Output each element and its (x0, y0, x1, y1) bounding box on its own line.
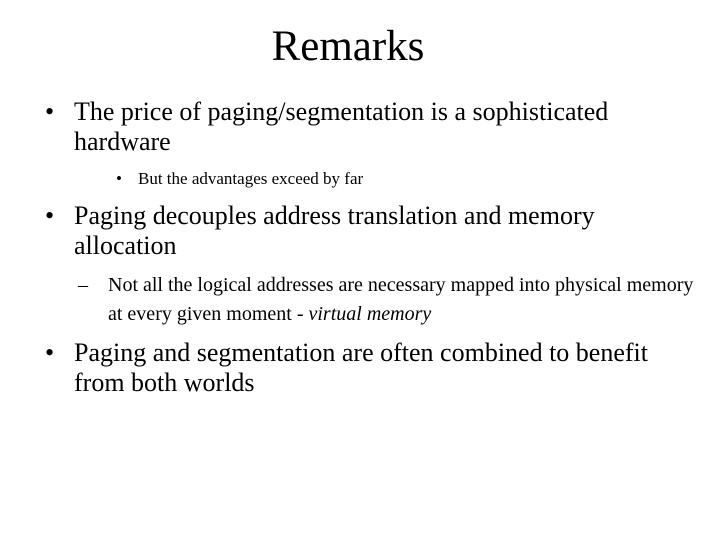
sub-bullet-text: But the advantages exceed by far (138, 169, 364, 188)
bullet-text: Paging decouples address translation and memory allocation (74, 201, 595, 260)
sub-bullet-item (116, 169, 698, 189)
bullet-item (45, 338, 694, 398)
bullet-marker: • (45, 338, 55, 367)
bullet-item (45, 97, 694, 157)
emphasis-text: virtual memory (308, 303, 432, 325)
bullet-text: Paging and segmentation are often combined to benefit from both worlds (74, 338, 648, 397)
sub-bullet-item (78, 271, 708, 329)
sub-bullet-marker: • (116, 169, 122, 188)
sub-bullet-marker: – (78, 274, 88, 296)
bullet-marker: • (45, 201, 55, 230)
bullet-item (45, 201, 694, 261)
sub-bullet-text: Not all the logical addresses are necessary mapped into physical memory at every given moment - (108, 274, 694, 325)
bullet-text: The price of paging/segmentation is a sophisticated hardware (74, 97, 609, 156)
bullet-marker: • (45, 97, 55, 126)
slide-title: Remarks (271, 23, 425, 70)
